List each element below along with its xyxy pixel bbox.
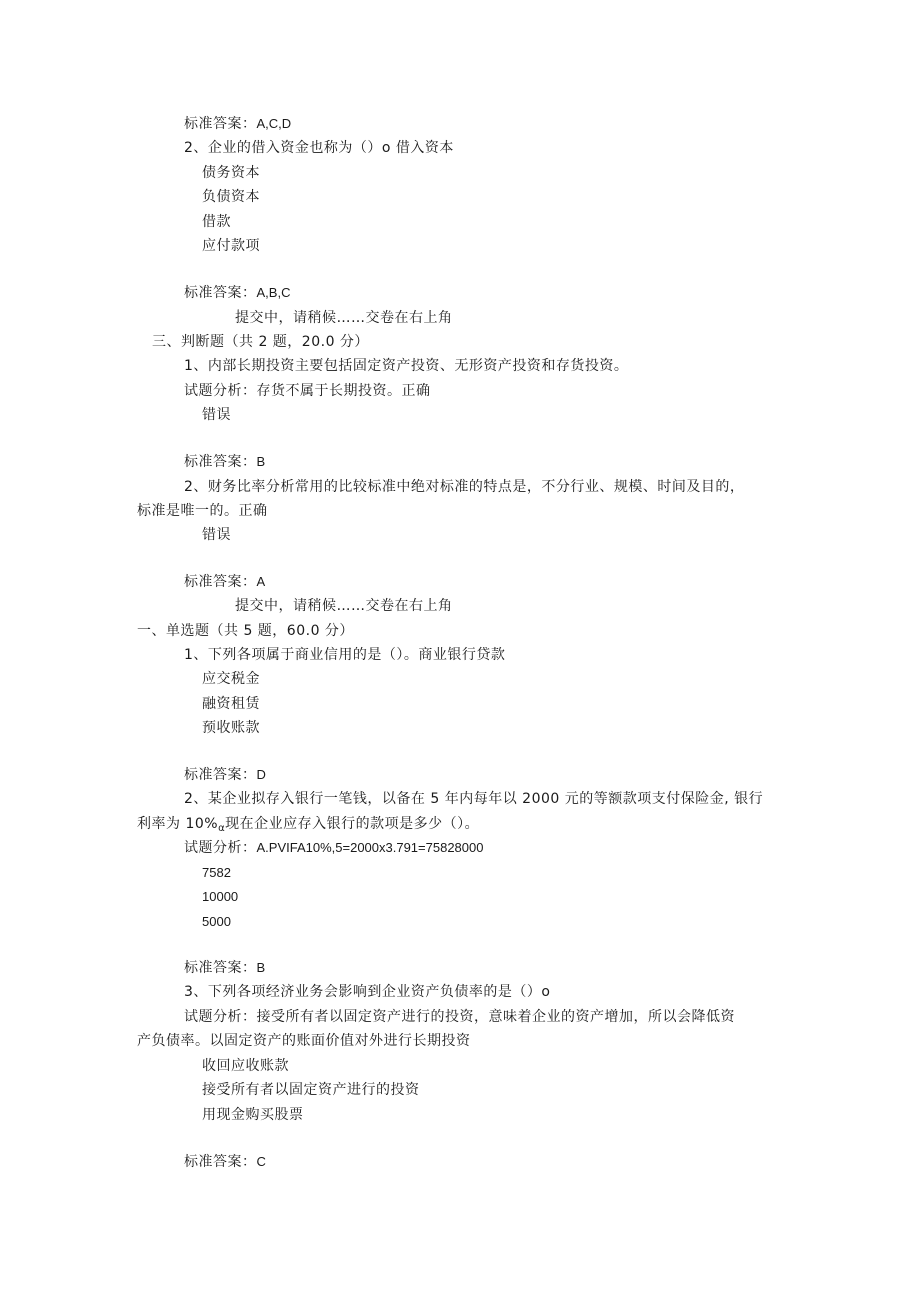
question-text-part: 利率为 10%: [137, 816, 219, 832]
answer-value: A: [256, 574, 266, 589]
option-item: 7582: [202, 865, 231, 880]
answer-value: A,B,C: [256, 285, 291, 300]
option-item: 收回应收账款: [202, 1058, 289, 1074]
option-item: 借款: [202, 214, 231, 230]
option-item: 融资租赁: [202, 696, 260, 712]
analysis-formula: A.PVIFA10%,5=2000x3.791=75828000: [256, 840, 484, 855]
answer-label: 标准答案：: [184, 1154, 257, 1170]
answer-line: [184, 958, 265, 978]
analysis-text: 试题分析：存货不属于长期投资。正确: [184, 383, 431, 399]
option-item: 错误: [202, 407, 231, 423]
answer-line: [184, 1152, 266, 1172]
analysis-line: [184, 838, 483, 858]
question-text-continued: [137, 814, 479, 839]
question-text: 1、内部长期投资主要包括固定资产投资、无形资产投资和存货投资。: [184, 358, 629, 374]
question-text: 3、下列各项经济业务会影响到企业资产负债率的是（）o: [184, 984, 551, 1000]
answer-line: [184, 572, 265, 592]
answer-label: 标准答案：: [184, 960, 257, 976]
analysis-text: 试题分析：接受所有者以固定资产进行的投资，意味着企业的资产增加，所以会降低资: [184, 1009, 735, 1025]
option-item: 10000: [202, 889, 239, 904]
submitting-notice: 提交中，请稍候……交卷在右上角: [235, 310, 453, 326]
answer-value: B: [256, 454, 266, 469]
option-item: 接受所有者以固定资产进行的投资: [202, 1082, 420, 1098]
answer-line: [184, 452, 265, 472]
answer-value: A,C,D: [256, 116, 292, 131]
analysis-text-continued: 产负债率。以固定资产的账面价值对外进行长期投资: [137, 1033, 471, 1049]
option-item: 5000: [202, 914, 231, 929]
answer-label: 标准答案：: [184, 454, 257, 470]
answer-label: 标准答案：: [184, 574, 257, 590]
answer-value: B: [256, 960, 266, 975]
question-text: 2、某企业拟存入银行一笔钱，以备在 5 年内每年以 2000 元的等额款项支付保险金, 银行: [184, 791, 764, 807]
answer-line: [184, 283, 290, 303]
option-item: 债务资本: [202, 165, 260, 181]
question-text: 1、下列各项属于商业信用的是（）。商业银行贷款: [184, 647, 506, 663]
option-item: 预收账款: [202, 720, 260, 736]
answer-label: 标准答案：: [184, 767, 257, 783]
answer-value: C: [256, 1154, 266, 1169]
question-text-continued: 标准是唯一的。正确: [137, 503, 268, 519]
section-heading: 三、判断题（共 2 题，20.0 分）: [152, 334, 369, 350]
option-item: 应付款项: [202, 238, 260, 254]
option-item: 用现金购买股票: [202, 1107, 304, 1123]
question-text-part: 现在企业应存入银行的款项是多少（）。: [225, 816, 480, 832]
option-item: 负债资本: [202, 189, 260, 205]
analysis-label: 试题分析：: [184, 840, 257, 856]
subscript-glyph: α: [218, 823, 226, 834]
answer-label: 标准答案：: [184, 116, 257, 132]
answer-value: D: [256, 767, 266, 782]
option-item: 错误: [202, 527, 231, 543]
answer-line: [184, 114, 291, 134]
option-item: 应交税金: [202, 671, 260, 687]
question-text: 2、企业的借入资金也称为（）o 借入资本: [184, 140, 454, 156]
answer-label: 标准答案：: [184, 285, 257, 301]
section-heading: 一、单选题（共 5 题，60.0 分）: [137, 623, 354, 639]
question-text: 2、财务比率分析常用的比较标准中绝对标准的特点是，不分行业、规模、时间及目的，: [184, 479, 745, 495]
answer-line: [184, 765, 266, 785]
submitting-notice: 提交中，请稍候……交卷在右上角: [235, 598, 453, 614]
